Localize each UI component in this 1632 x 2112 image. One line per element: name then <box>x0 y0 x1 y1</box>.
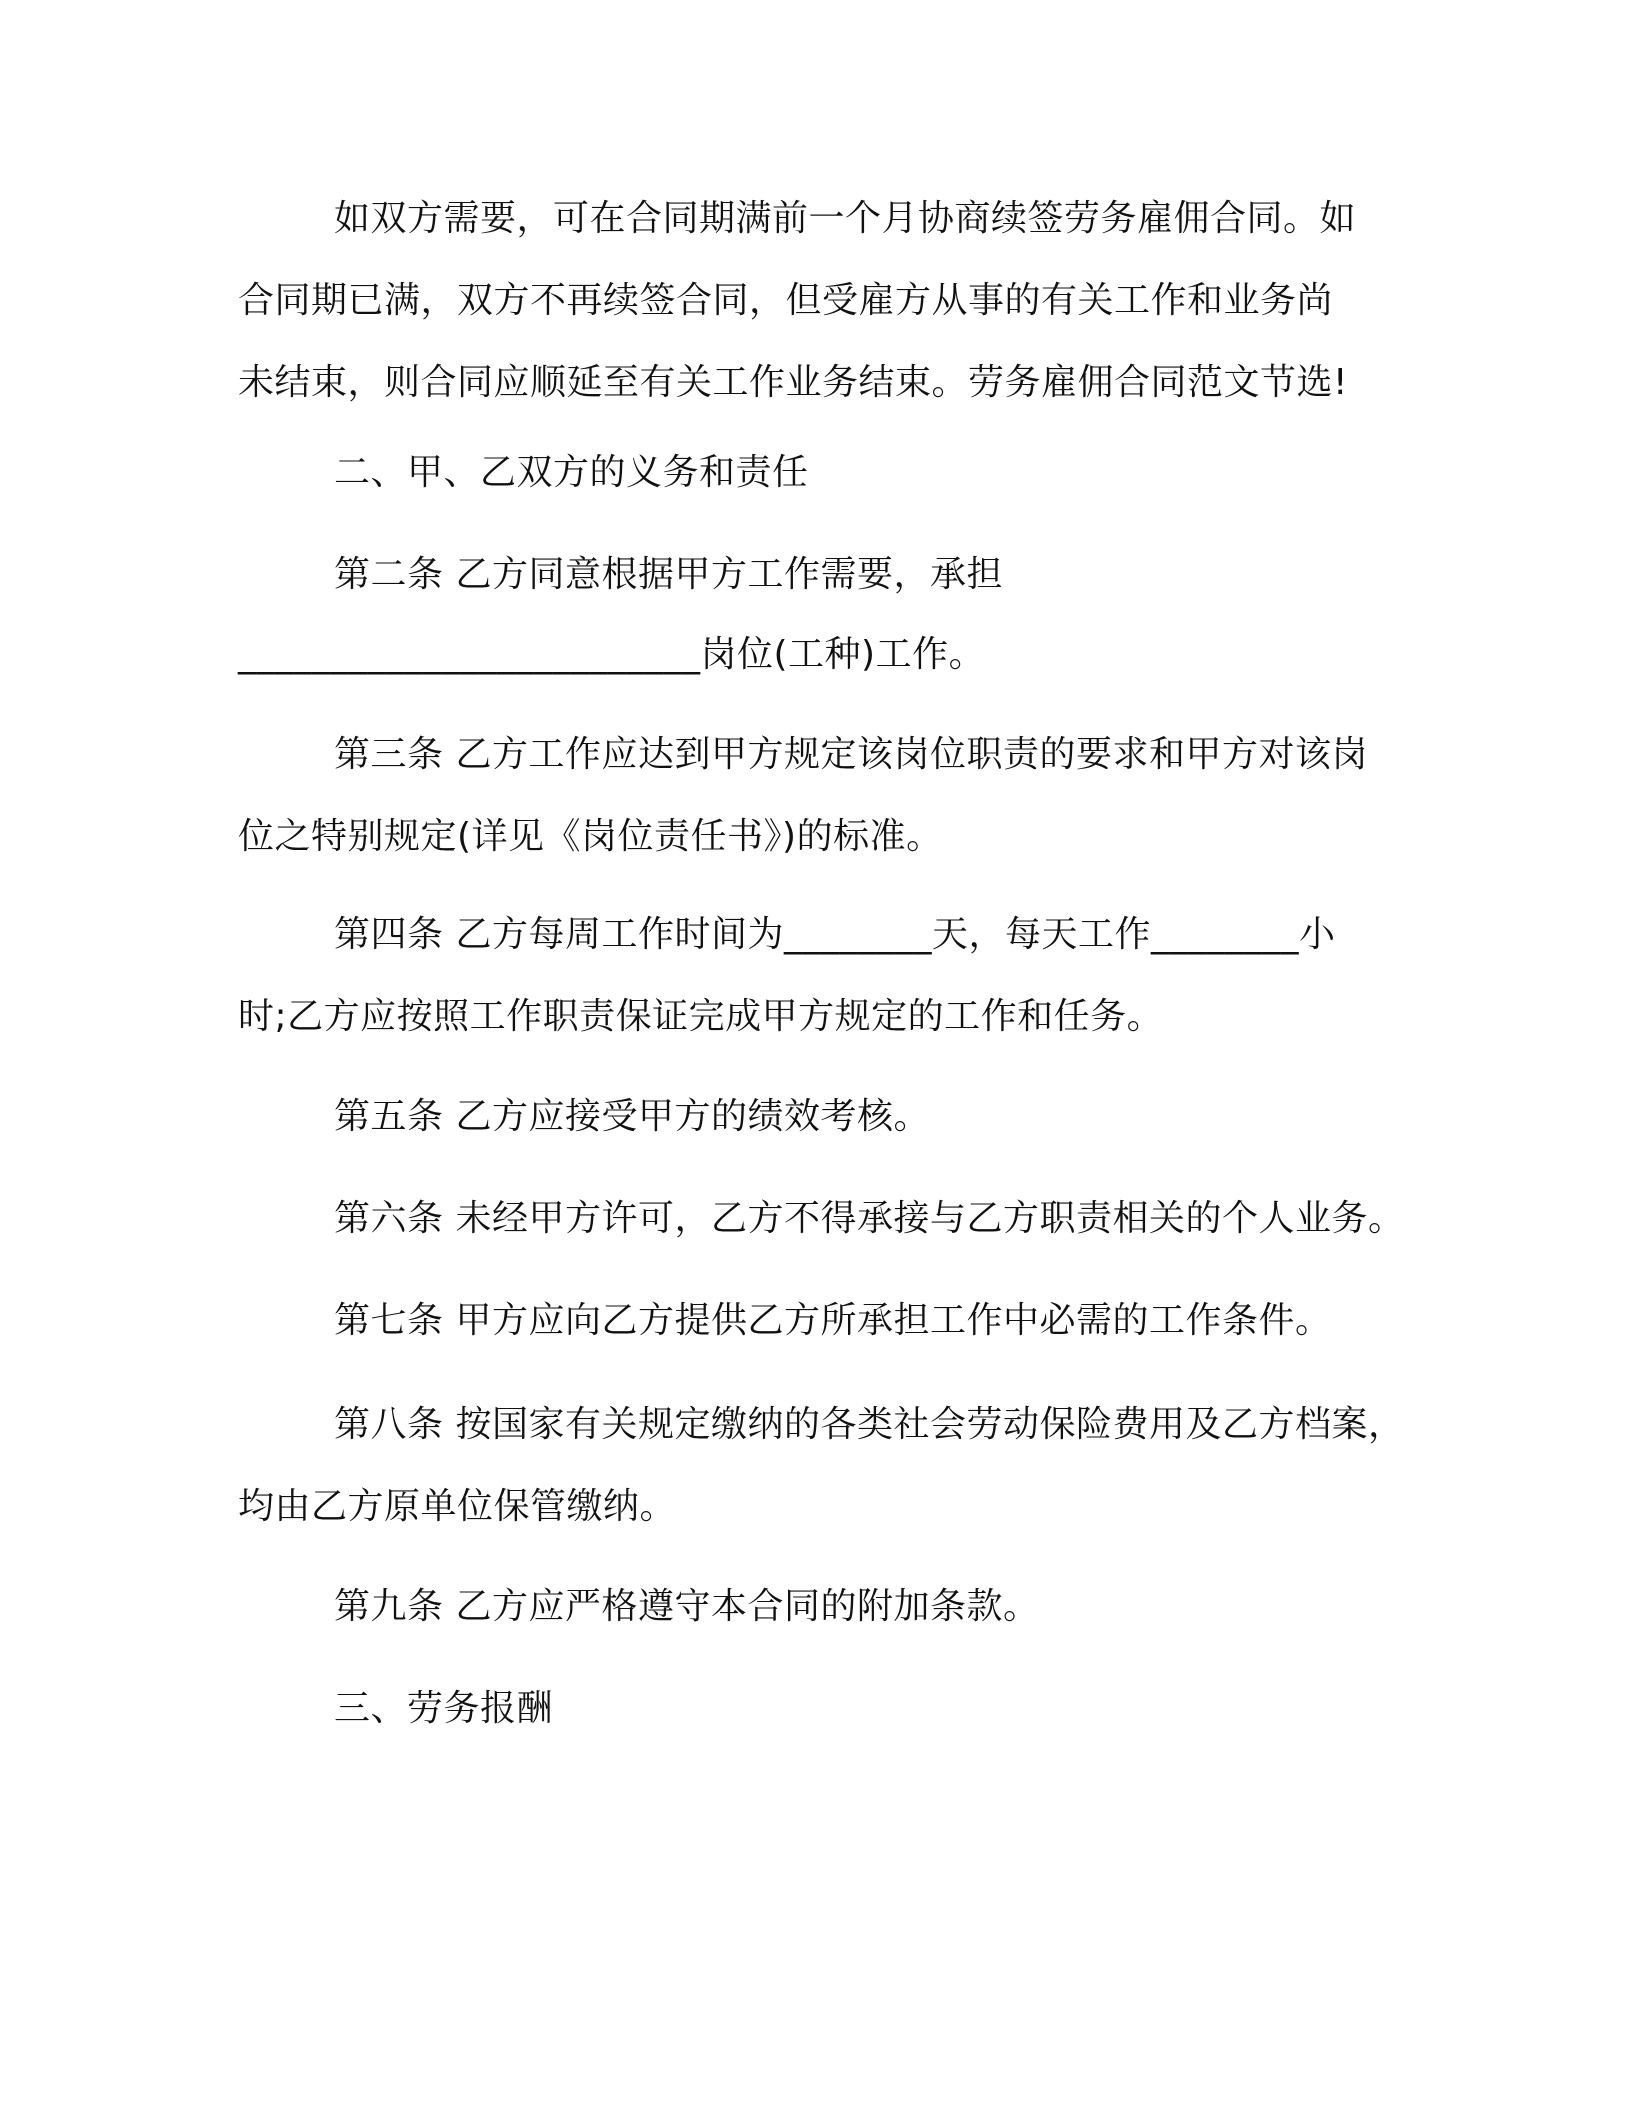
article-2-line-1: 第二条 乙方同意根据甲方工作需要，承担 <box>334 554 1003 595</box>
article-3-line-2: 位之特别规定(详见《岗位责任书》)的标准。 <box>238 816 943 857</box>
section-3-heading: 三、劳务报酬 <box>334 1688 554 1729</box>
article-8-line-1: 第八条 按国家有关规定缴纳的各类社会劳动保险费用及乙方档案， <box>334 1404 1405 1445</box>
article-6: 第六条 未经甲方许可，乙方不得承接与乙方职责相关的个人业务。 <box>334 1198 1405 1239</box>
paragraph-renewal-line-1: 如双方需要，可在合同期满前一个月协商续签劳务雇佣合同。如 <box>334 198 1357 239</box>
section-2-heading: 二、甲、乙双方的义务和责任 <box>334 452 809 493</box>
article-3-line-1: 第三条 乙方工作应达到甲方规定该岗位职责的要求和甲方对该岗 <box>334 734 1368 775</box>
article-4-line-2: 时;乙方应按照工作职责保证完成甲方规定的工作和任务。 <box>238 996 1164 1037</box>
article-2-line-2: _________________________岗位(工种)工作。 <box>238 634 986 675</box>
paragraph-renewal-line-3: 未结束，则合同应顺延至有关工作业务结束。劳务雇佣合同范文节选! <box>238 362 1348 403</box>
article-7: 第七条 甲方应向乙方提供乙方所承担工作中必需的工作条件。 <box>334 1300 1332 1341</box>
paragraph-renewal-line-2: 合同期已满，双方不再续签合同，但受雇方从事的有关工作和业务尚 <box>238 280 1334 321</box>
article-8-line-2: 均由乙方原单位保管缴纳。 <box>238 1486 677 1527</box>
article-4-line-1: 第四条 乙方每周工作时间为________天，每天工作________小 <box>334 914 1336 955</box>
article-5: 第五条 乙方应接受甲方的绩效考核。 <box>334 1096 930 1137</box>
article-9: 第九条 乙方应严格遵守本合同的附加条款。 <box>334 1586 1040 1627</box>
